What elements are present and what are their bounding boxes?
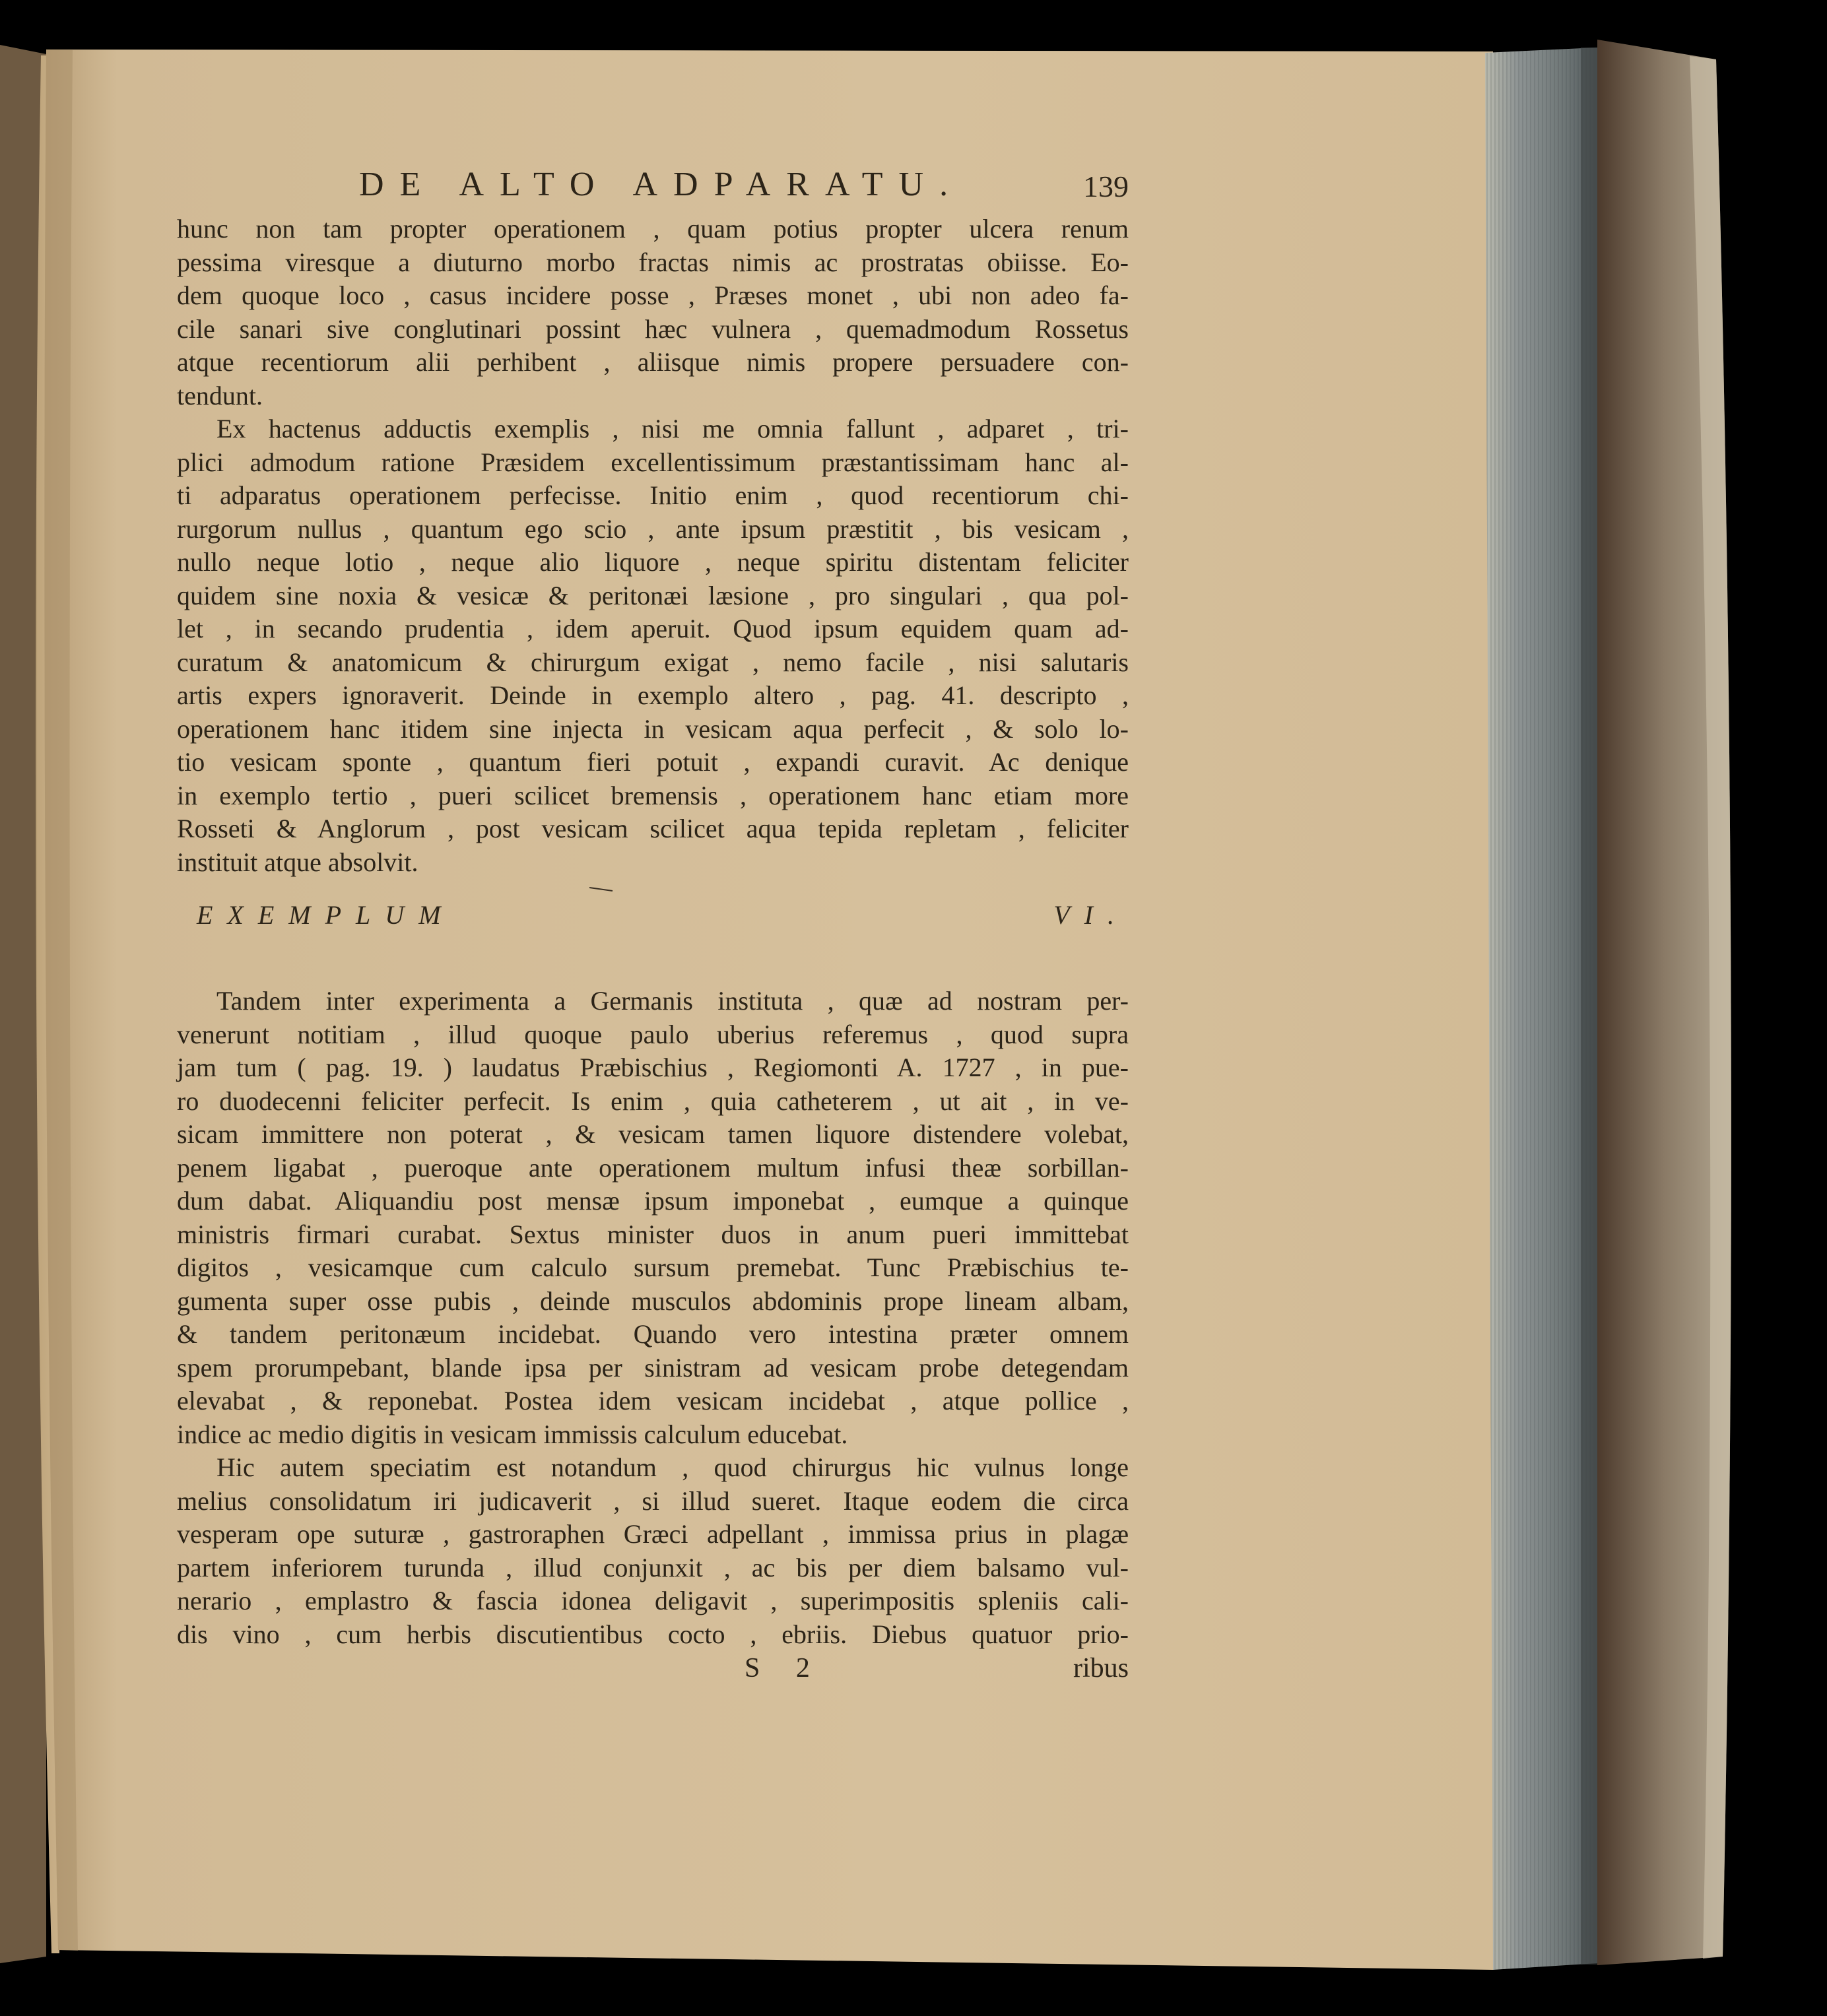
paragraph [177, 412, 1129, 879]
text-line: hunc non tam propter operationem , quam potius propter ulcera renum [177, 214, 1129, 244]
text-line: tendunt. [177, 380, 263, 410]
signature-mark: S 2 [745, 1653, 824, 1683]
text-line: Rosseti & Anglorum , post vesicam scilicet aqua tepida repletam , feliciter [177, 814, 1129, 843]
text-line: Tandem inter experimenta a Germanis instituta , quæ ad nostram per- [216, 986, 1129, 1016]
running-head [177, 165, 1129, 212]
paragraph [177, 985, 1129, 1451]
section-heading: EXEMPLUM VI. [197, 900, 1129, 930]
page-footer [177, 1652, 1129, 1692]
text-line: spem prorumpebant, blande ipsa per sinistram ad vesicam probe detegendam [177, 1352, 1129, 1382]
body-text [177, 212, 1129, 1651]
section-rule-space [177, 879, 1129, 899]
text-line: venerunt notitiam , illud quoque paulo uberius referemus , quod supra [177, 1019, 1129, 1049]
text-line: dis vino , cum herbis discutientibus cocto , ebriis. Diebus quatuor prio- [177, 1619, 1129, 1649]
text-line: instituit atque absolvit. [177, 847, 418, 877]
text-line: Hic autem speciatim est notandum , quod chirurgus hic vulnus longe [216, 1452, 1129, 1482]
text-line: plici admodum ratione Præsidem excellentissimum præstantissimam hanc al- [177, 447, 1129, 477]
text-line: cile sanari sive conglutinari possint hæc vulnera , quemadmodum Rossetus [177, 313, 1129, 344]
section-gap [177, 958, 1129, 985]
running-title: DE ALTO ADPARATU. [359, 166, 964, 203]
text-line: jam tum ( pag. 19. ) laudatus Præbischius , Regiomonti A. 1727 , in pue- [177, 1053, 1129, 1082]
text-line: quidem sine noxia & vesicæ & peritonæi læsione , pro singulari , qua pol- [177, 580, 1129, 610]
text-line: melius consolidatum iri judicaverit , si illud sueret. Itaque eodem die circa [177, 1485, 1129, 1516]
text-line: artis expers ignoraverit. Deinde in exemplo altero , pag. 41. descripto , [177, 680, 1129, 710]
book-cover [1597, 40, 1731, 1965]
text-line: Ex hactenus adductis exemplis , nisi me omnia fallunt , adparet , tri- [216, 414, 1129, 443]
page-edges [1485, 48, 1599, 1970]
text-line: let , in secando prudentia , idem aperuit. Quod ipsum equidem quam ad- [177, 614, 1129, 643]
text-line: dum dabat. Aliquandiu post mensæ ipsum imponebat , eumque a quinque [177, 1186, 1129, 1216]
text-line: ti adparatus operationem perfecisse. Initio enim , quod recentiorum chi- [177, 480, 1129, 510]
text-line: in exemplo tertio , pueri scilicet bremensis , operationem hanc etiam more [177, 780, 1129, 810]
text-line: gumenta super osse pubis , deinde musculos abdominis prope lineam albam, [177, 1285, 1129, 1316]
text-line: ministris firmari curabat. Sextus minister duos in anum pueri immittebat [177, 1219, 1129, 1249]
paragraph [177, 212, 1129, 412]
text-line: elevabat , & reponebat. Postea idem vesicam incidebat , atque pollice , [177, 1386, 1129, 1415]
text-line: digitos , vesicamque cum calculo sursum premebat. Tunc Præbischius te- [177, 1252, 1129, 1282]
text-line: rurgorum nullus , quantum ego scio , ante ipsum præstitit , bis vesicam , [177, 513, 1129, 544]
text-line: sicam immittere non poterat , & vesicam tamen liquore distendere volebat, [177, 1119, 1129, 1149]
text-line: operationem hanc itidem sine injecta in vesicam aqua perfecit , & solo lo- [177, 713, 1129, 744]
text-line: curatum & anatomicum & chirurgum exigat , nemo facile , nisi salutaris [177, 647, 1129, 677]
text-line: nullo neque lotio , neque alio liquore , neque spiritu distentam feliciter [177, 547, 1129, 577]
catchword: ribus [1073, 1653, 1129, 1683]
text-line: ro duodecenni feliciter perfecit. Is enim , quia catheterem , ut ait , in ve- [177, 1086, 1129, 1116]
text-line: partem inferiorem turunda , illud conjunxit , ac bis per diem balsamo vul- [177, 1552, 1129, 1582]
text-line: nerario , emplastro & fascia idonea deligavit , superimpositis spleniis cali- [177, 1586, 1129, 1615]
text-line: indice ac medio digitis in vesicam immissis calculum educebat. [177, 1419, 848, 1449]
text-line: vesperam ope suturæ , gastroraphen Græci adpellant , immissa prius in plagæ [177, 1519, 1129, 1549]
text-line: penem ligabat , pueroque ante operationem multum infusi theæ sorbillan- [177, 1152, 1129, 1183]
paragraph [177, 1451, 1129, 1651]
text-line: dem quoque loco , casus incidere posse , Præses monet , ubi non adeo fa- [177, 280, 1129, 310]
page-number: 139 [1083, 170, 1129, 203]
text-line: tio vesicam sponte , quantum fieri potuit , expandi curavit. Ac denique [177, 747, 1129, 777]
text-line: pessima viresque a diuturno morbo fractas nimis ac prostratas obiisse. Eo- [177, 247, 1129, 277]
page-text [177, 165, 1129, 1692]
text-line: atque recentiorum alii perhibent , aliisque nimis propere persuadere con- [177, 347, 1129, 377]
text-line: & tandem peritonæum incidebat. Quando vero intestina præter omnem [177, 1319, 1129, 1349]
